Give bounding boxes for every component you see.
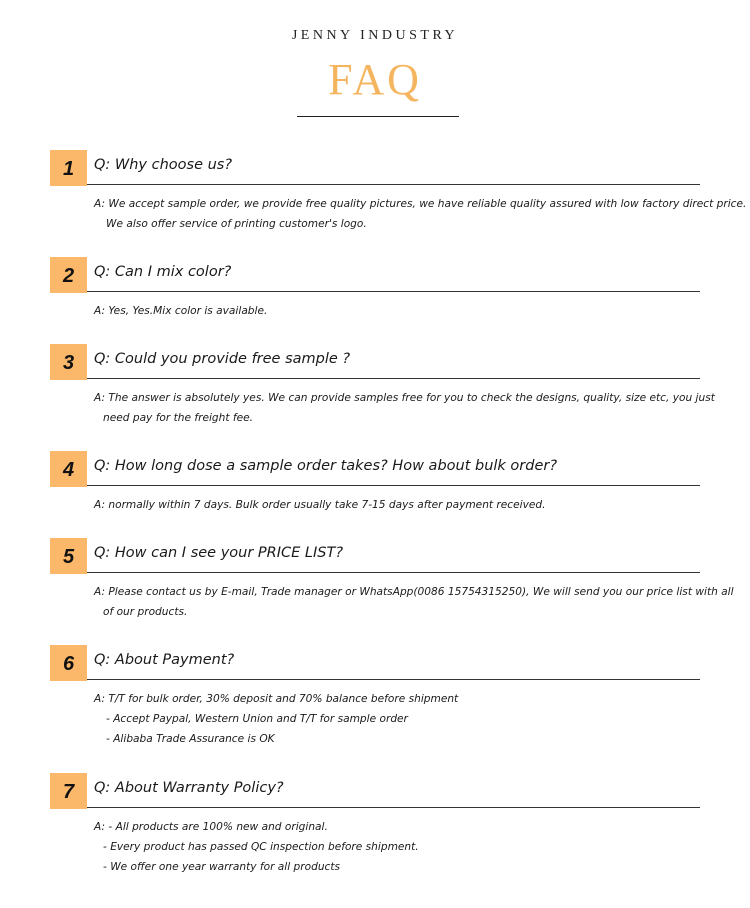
answer-line: - Alibaba Trade Assurance is OK [106, 733, 275, 745]
faq-number-badge: 5 [50, 538, 87, 574]
faq-answer [94, 388, 714, 428]
answer-line: need pay for the freight fee. [103, 412, 254, 424]
question-divider [87, 485, 700, 486]
answer-line: A: Yes, Yes.Mix color is available. [94, 305, 268, 317]
faq-number-badge: 3 [50, 344, 87, 380]
answer-line: We also offer service of printing customer's logo. [106, 218, 367, 230]
faq-question: Q: How long dose a sample order takes? How about bulk order? [94, 458, 558, 474]
answer-line: A: normally within 7 days. Bulk order usually take 7-15 days after payment received. [94, 499, 546, 511]
answer-line: A: The answer is absolutely yes. We can provide samples free for you to check the designs, quality, size etc, you just [94, 392, 715, 404]
faq-question: Q: How can I see your PRICE LIST? [94, 545, 344, 561]
question-divider [87, 679, 700, 680]
answer-line: of our products. [103, 606, 188, 618]
faq-answer [94, 194, 747, 234]
faq-question: Q: About Payment? [94, 652, 235, 668]
faq-answer [94, 582, 734, 622]
answer-line: - We offer one year warranty for all products [103, 861, 341, 873]
faq-number-badge: 1 [50, 150, 87, 186]
faq-answer [94, 817, 714, 877]
question-divider [87, 378, 700, 379]
faq-number-badge: 2 [50, 257, 87, 293]
question-divider [87, 807, 700, 808]
faq-number-badge: 4 [50, 451, 87, 487]
faq-number-badge: 6 [50, 645, 87, 681]
answer-line: - Every product has passed QC inspection before shipment. [103, 841, 419, 853]
title-divider [297, 116, 459, 117]
answer-line: A: Please contact us by E-mail, Trade manager or WhatsApp(0086 15754315250), We will send you our price list with all [94, 586, 734, 598]
page-title: FAQ [328, 55, 422, 104]
faq-number-badge: 7 [50, 773, 87, 809]
faq-question: Q: Why choose us? [94, 157, 233, 173]
answer-line: A: T/T for bulk order, 30% deposit and 70% balance before shipment [94, 693, 459, 705]
answer-line: - Accept Paypal, Western Union and T/T for sample order [106, 713, 408, 725]
question-divider [87, 184, 700, 185]
faq-question: Q: Can I mix color? [94, 264, 232, 280]
answer-line: A: - All products are 100% new and original. [94, 821, 328, 833]
question-divider [87, 291, 700, 292]
answer-line: A: We accept sample order, we provide free quality pictures, we have reliable quality assured with low factory direct price. [94, 198, 747, 210]
brand-name: JENNY INDUSTRY [291, 28, 459, 43]
faq-question: Q: Could you provide free sample ? [94, 351, 351, 367]
question-divider [87, 572, 700, 573]
faq-answer [94, 689, 714, 749]
faq-question: Q: About Warranty Policy? [94, 780, 284, 796]
faq-answer [94, 301, 714, 321]
faq-answer [94, 495, 714, 515]
